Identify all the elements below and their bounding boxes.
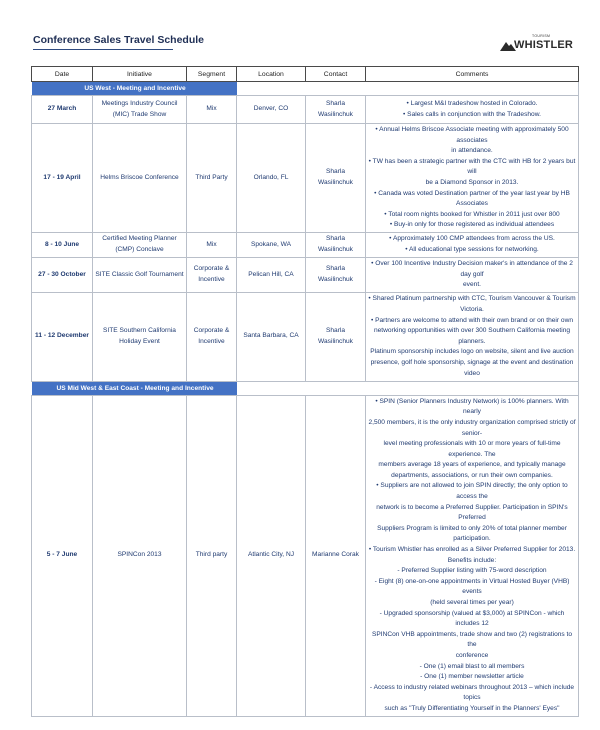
comment-line: Victoria. bbox=[460, 305, 484, 313]
schedule-table bbox=[31, 66, 579, 717]
document-title: Conference Sales Travel Schedule bbox=[33, 34, 204, 46]
cell-date: 8 - 10 June bbox=[32, 232, 93, 257]
section-label: US Mid West & East Coast - Meeting and Incentive bbox=[32, 382, 237, 395]
comment-line: • Canada was voted Destination partner of the year last year by HB bbox=[374, 189, 570, 197]
comment-line: participation. bbox=[453, 535, 491, 543]
comment-line: • SPIN (Senior Planners Industry Network) is 100% planners. With nearly bbox=[375, 397, 569, 416]
cell-initiative: SITE Southern California Holiday Event bbox=[93, 292, 187, 381]
comment-line: (held several times per year) bbox=[430, 599, 514, 606]
cell-contact: Marianne Corak bbox=[306, 395, 366, 716]
cell-comments bbox=[366, 257, 579, 292]
section-label: US West - Meeting and Incentive bbox=[32, 82, 237, 95]
comment-line: Benefits include: bbox=[447, 556, 497, 564]
comment-line: • Suppliers are not allowed to join SPIN directly; the only option to access the bbox=[376, 482, 568, 501]
whistler-logo bbox=[500, 34, 580, 58]
cell-date: 27 - 30 October bbox=[32, 257, 93, 292]
comment-line: event. bbox=[463, 281, 481, 289]
cell-initiative: Helms Briscoe Conference bbox=[93, 124, 187, 233]
cell-comments bbox=[366, 395, 579, 716]
cell-contact: Sharla Wasilinchuk bbox=[306, 232, 366, 257]
comment-line: - Preferred Supplier listing with 75-word description bbox=[397, 567, 547, 575]
cell-contact: Sharla Wasilinchuk bbox=[306, 96, 366, 124]
comment-line: • Over 100 Incentive Industry Decision maker's in attendance of the 2 day golf bbox=[371, 259, 573, 278]
cell-location: Spokane, WA bbox=[237, 232, 306, 257]
table-row bbox=[32, 124, 579, 233]
cell-segment: Corporate & Incentive bbox=[187, 292, 237, 381]
title-underline bbox=[33, 49, 173, 50]
comment-line: • Annual Helms Briscoe Associate meeting with approximately 500 associates bbox=[375, 126, 569, 144]
comment-line: Associates bbox=[456, 200, 488, 208]
logo-tagline: TOURISM bbox=[532, 34, 551, 38]
comment-line: - One (1) member newsletter article bbox=[420, 673, 524, 681]
comment-line: such as "Truly Differentiating Yourself in the Planners' Eyes" bbox=[384, 704, 560, 712]
logo-wordmark: WHISTLER bbox=[514, 39, 574, 51]
comment-line: networking opportunities with over 300 Southern California meeting planners. bbox=[373, 327, 571, 345]
comment-line: • All educational type sessions for networking. bbox=[405, 245, 539, 253]
comment-line: in attendance. bbox=[451, 147, 493, 155]
cell-initiative: Certified Meeting Planner (CMP) Conclave bbox=[93, 232, 187, 257]
cell-location: Pelican Hill, CA bbox=[237, 257, 306, 292]
comment-line: • Largest M&I tradeshow hosted in Colorado. bbox=[406, 99, 538, 107]
table-row bbox=[32, 292, 579, 381]
cell-initiative: Meetings Industry Council (MIC) Trade Show bbox=[93, 96, 187, 124]
cell-comments bbox=[366, 96, 579, 124]
comment-line: members average 18 years of experience, and typically manage bbox=[378, 461, 566, 469]
comment-line: network is to become a Preferred Supplier. Participation in SPIN's Preferred bbox=[376, 503, 568, 522]
cell-contact: Sharla Wasilinchuk bbox=[306, 292, 366, 381]
header-comments: Comments bbox=[366, 67, 579, 82]
cell-date: 27 March bbox=[32, 96, 93, 124]
comment-line: conference bbox=[455, 651, 489, 659]
comment-line: • Tourism Whistler has enrolled as a Silver Preferred Supplier for 2013. bbox=[368, 546, 576, 554]
cell-segment: Third party bbox=[187, 395, 237, 716]
cell-comments bbox=[366, 124, 579, 233]
cell-location: Orlando, FL bbox=[237, 124, 306, 233]
comment-line: presence, golf hole sponsorship, signage at the event and destination video bbox=[370, 358, 574, 377]
comment-line: • Shared Platinum partnership with CTC, Tourism Vancouver & Tourism bbox=[368, 295, 576, 303]
header-initiative: Initiative bbox=[93, 67, 187, 82]
cell-comments bbox=[366, 232, 579, 257]
header-row bbox=[32, 67, 579, 82]
comment-line: • TW has been a strategic partner with the CTC with HB for 2 years but will bbox=[368, 157, 576, 176]
comment-line: - Upgraded sponsorship (valued at $3,000) at SPINCon - which includes 12 bbox=[379, 609, 565, 628]
section-row bbox=[32, 381, 579, 395]
comment-line: • Total room nights booked for Whistler in 2011 just over 800 bbox=[384, 210, 560, 218]
comment-line: departments, associations, or run their own companies. bbox=[391, 471, 553, 479]
comment-line: • Sales calls in conjunction with the Tradeshow. bbox=[403, 110, 541, 118]
cell-date: 5 - 7 June bbox=[32, 395, 93, 716]
cell-segment: Mix bbox=[187, 96, 237, 124]
header-segment: Segment bbox=[187, 67, 237, 82]
comment-line: be a Diamond Sponsor in 2013. bbox=[425, 178, 519, 186]
header-date: Date bbox=[32, 67, 93, 82]
comment-line: level meeting professionals with 10 or more years of full-time experience. The bbox=[383, 440, 561, 458]
comment-line: - Eight (8) one-on-one appointments in Virtual Hosted Buyer (VHB) events bbox=[374, 577, 570, 596]
cell-segment: Third Party bbox=[187, 124, 237, 233]
comment-line: Suppliers Program is limited to only 20% of total planner member bbox=[377, 524, 567, 532]
table-row bbox=[32, 232, 579, 257]
comment-line: • Approximately 100 CMP attendees from across the US. bbox=[389, 235, 555, 243]
comment-line: 2,500 members, it is the only industry organization comprised strictly of senior- bbox=[368, 418, 576, 437]
table-row bbox=[32, 395, 579, 716]
comment-line: - Access to industry related webinars throughout 2013 – which include topics bbox=[369, 683, 575, 702]
cell-date: 11 - 12 December bbox=[32, 292, 93, 381]
table-row bbox=[32, 96, 579, 124]
cell-segment: Corporate & Incentive bbox=[187, 257, 237, 292]
cell-contact: Sharla Wasilinchuk bbox=[306, 257, 366, 292]
comment-line: - One (1) email blast to all members bbox=[419, 662, 525, 670]
cell-comments bbox=[366, 292, 579, 381]
comment-line: SPINCon VHB appointments, trade show and two (2) registrations to the bbox=[371, 630, 573, 649]
cell-location: Atlantic City, NJ bbox=[237, 395, 306, 716]
cell-segment: Mix bbox=[187, 232, 237, 257]
section-row bbox=[32, 82, 579, 96]
comment-line: Platinum sponsorship includes logo on website, silent and live auction bbox=[370, 348, 574, 356]
cell-date: 17 - 19 April bbox=[32, 124, 93, 233]
cell-contact: Sharla Wasilinchuk bbox=[306, 124, 366, 233]
cell-location: Santa Barbara, CA bbox=[237, 292, 306, 381]
table-row bbox=[32, 257, 579, 292]
cell-initiative: SITE Classic Golf Tournament bbox=[93, 257, 187, 292]
cell-initiative: SPINCon 2013 bbox=[93, 395, 187, 716]
header-contact: Contact bbox=[306, 67, 366, 82]
cell-location: Denver, CO bbox=[237, 96, 306, 124]
comment-line: • Partners are welcome to attend with their own brand or on their own bbox=[370, 316, 574, 324]
comment-line: • Buy-in only for those registered as individual attendees bbox=[389, 221, 555, 229]
header-location: Location bbox=[237, 67, 306, 82]
